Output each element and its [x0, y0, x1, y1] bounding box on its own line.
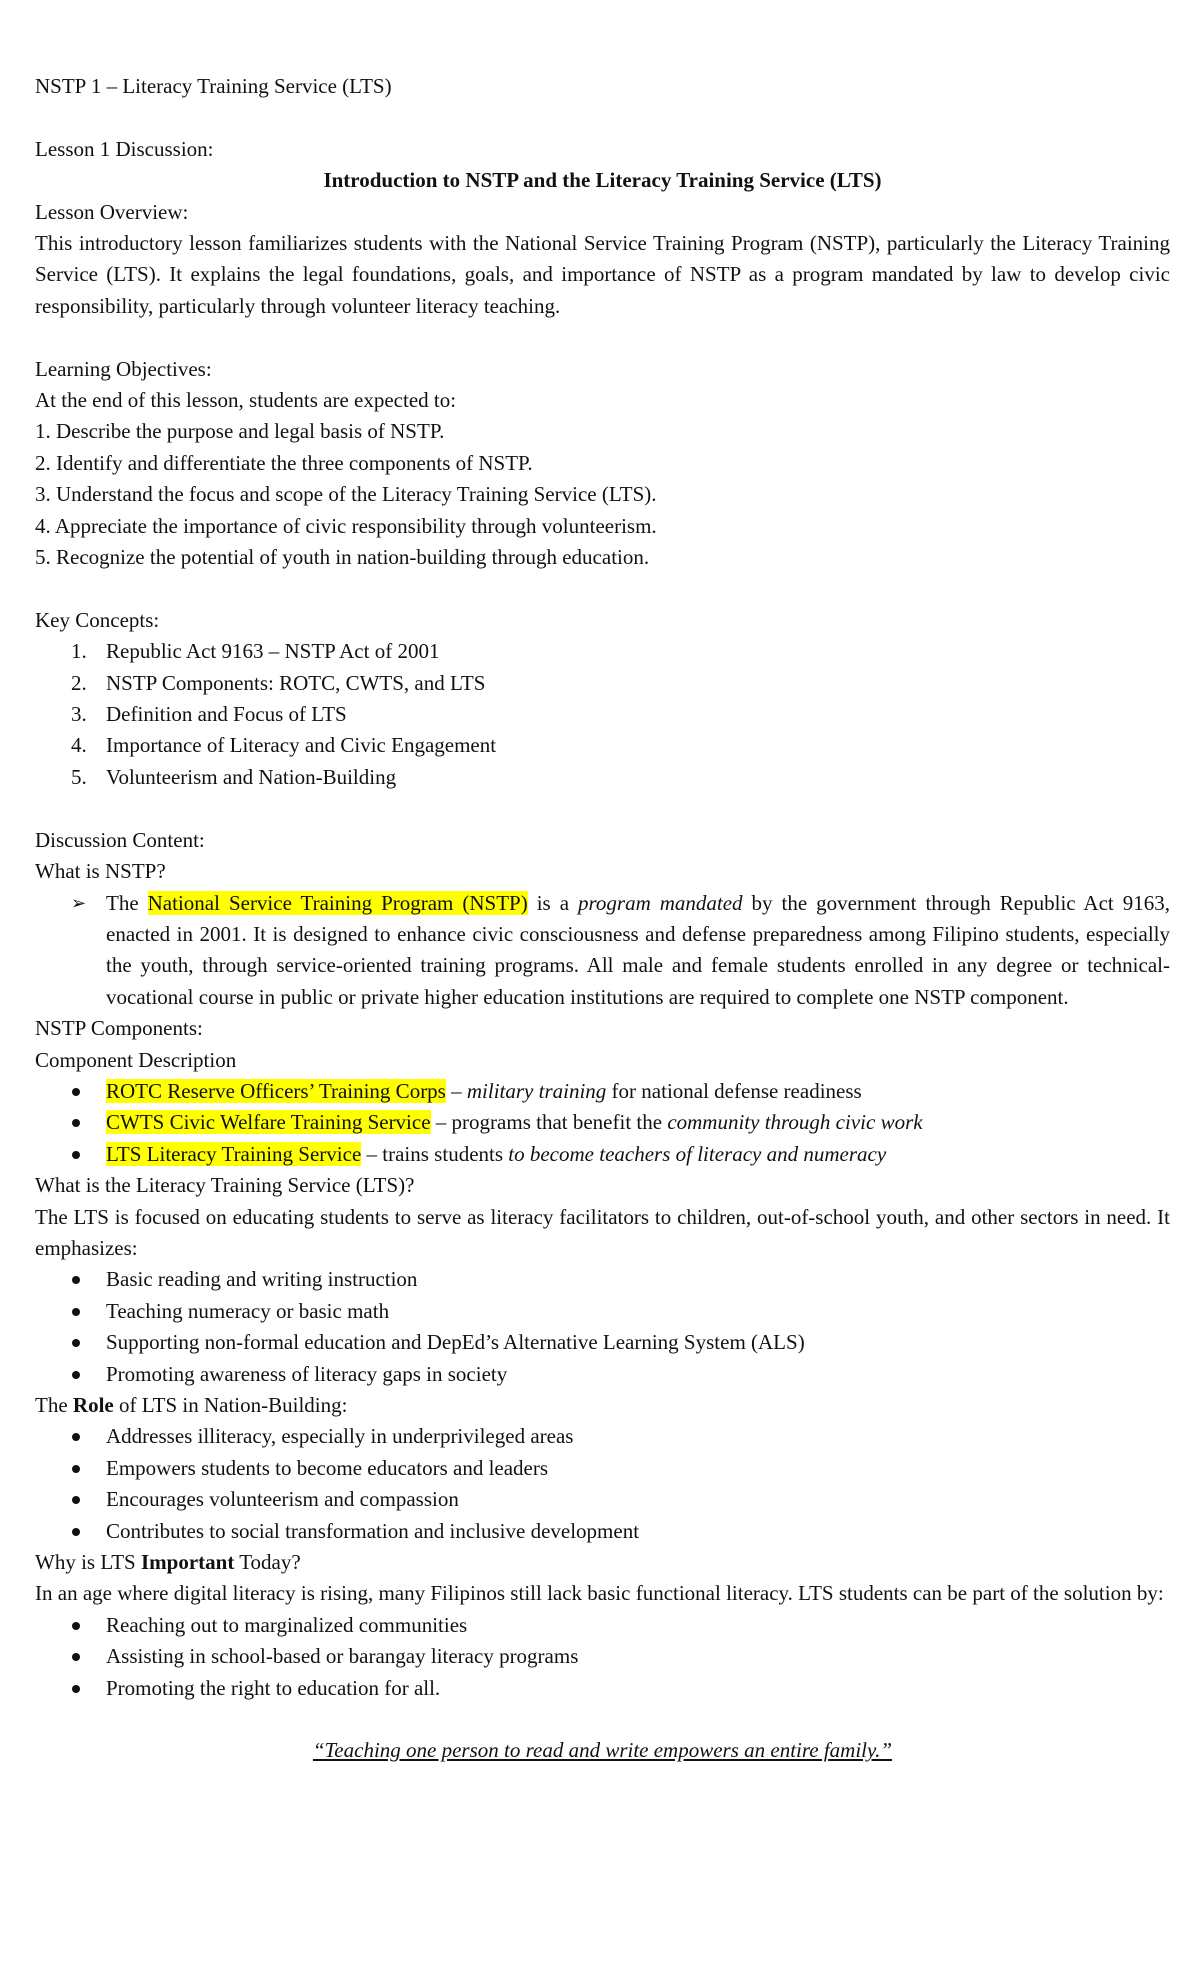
- bold-term: Role: [72, 1393, 114, 1417]
- overview-text: This introductory lesson familiarizes students with the National Service Training Program (NSTP), particularly the Literacy Training Service (LTS). It explains the legal foundations, goals, and importance of NSTP as a program mandated by law to develop civic responsibility, particularly through volunteer literacy teaching.: [35, 231, 1170, 318]
- list-item: [35, 1484, 1170, 1515]
- key-concept-item: [35, 636, 1170, 667]
- arrow-bullet-icon: ➢: [71, 892, 87, 914]
- role-list: [35, 1421, 1170, 1547]
- bullet-icon: [72, 1088, 80, 1096]
- list-item: [35, 1641, 1170, 1672]
- item-text: Promoting the right to education for all.: [106, 1675, 441, 1700]
- text-run: by the government through Republic Act 9163, enacted in 2001. It is designed to enhance civic consciousness and defense preparedness among Filipino students, especially the youth, through service-oriented training programs. All male and female students enrolled in any degree or technical-vocational course in public or private higher education institutions are required to complete one NSTP component.: [106, 890, 1170, 1009]
- lts-paragraph: The LTS is focused on educating students to serve as literacy facilitators to children, out-of-school youth, and other sectors in need. It emphasizes:: [35, 1204, 1170, 1260]
- bullet-icon: [72, 1371, 80, 1379]
- spacer: [35, 322, 1170, 353]
- bullet-icon: [72, 1622, 80, 1630]
- key-concept-item: [35, 730, 1170, 761]
- course-title: NSTP 1 – Literacy Training Service (LTS): [35, 74, 392, 98]
- closing-quote: “Teaching one person to read and write empowers an entire family.”: [312, 1738, 893, 1763]
- item-text: Volunteerism and Nation-Building: [106, 764, 397, 789]
- objectives-heading: Learning Objectives:: [35, 356, 212, 381]
- item-number: 4.: [71, 733, 87, 758]
- item-text: Addresses illiteracy, especially in underprivileged areas: [106, 1424, 574, 1449]
- list-item: [35, 1673, 1170, 1704]
- what-is-lts-heading: What is the Literacy Training Service (LTS)?: [35, 1173, 415, 1198]
- item-text: Assisting in school-based or barangay literacy programs: [106, 1644, 579, 1669]
- bullet-icon: [72, 1653, 80, 1661]
- item-text: Encourages volunteerism and compassion: [106, 1487, 459, 1512]
- text-run: Why is LTS: [35, 1550, 141, 1575]
- discussion-heading: Discussion Content:: [35, 827, 205, 852]
- list-item: [35, 1453, 1170, 1484]
- bullet-icon: [72, 1276, 80, 1284]
- bullet-icon: [72, 1496, 80, 1504]
- key-concept-item: [35, 762, 1170, 793]
- text-run: –: [445, 1078, 467, 1103]
- italic-term: military training: [466, 1078, 607, 1103]
- objective-item: 4. Appreciate the importance of civic responsibility through volunteerism.: [35, 513, 657, 538]
- bullet-icon: [72, 1339, 80, 1347]
- item-text: Republic Act 9163 – NSTP Act of 2001: [106, 639, 440, 664]
- nstp-paragraph-text: [106, 888, 1170, 1014]
- text-run: for national defense readiness: [606, 1078, 862, 1103]
- key-concept-item: [35, 668, 1170, 699]
- component-item-cwts: [35, 1107, 1170, 1138]
- bullet-icon: [72, 1308, 80, 1316]
- text-run: is a: [527, 890, 579, 915]
- italic-term: to become teachers of literacy and numeracy: [508, 1141, 887, 1166]
- objective-item: 3. Understand the focus and scope of the Literacy Training Service (LTS).: [35, 482, 657, 507]
- item-number: 2.: [71, 670, 87, 695]
- list-item: [35, 1327, 1170, 1358]
- bullet-icon: [72, 1465, 80, 1473]
- text-run: of LTS in Nation-Building:: [113, 1393, 348, 1417]
- bold-term: Important: [140, 1550, 235, 1575]
- item-number: 5.: [71, 764, 87, 789]
- list-item: [35, 1610, 1170, 1641]
- italic-term: community through civic work: [667, 1110, 923, 1135]
- spacer: [35, 793, 1170, 824]
- components-heading: NSTP Components:: [35, 1016, 203, 1041]
- overview-heading: Lesson Overview:: [35, 199, 189, 224]
- item-text: Supporting non-formal education and DepEd’s Alternative Learning System (ALS): [106, 1330, 805, 1355]
- item-text: Importance of Literacy and Civic Engagement: [106, 733, 497, 758]
- bullet-icon: [72, 1119, 80, 1127]
- components-list: [35, 1076, 1170, 1170]
- text-run: trains students: [382, 1141, 509, 1166]
- item-text: Reaching out to marginalized communities: [106, 1612, 468, 1637]
- important-paragraph: In an age where digital literacy is rising, many Filipinos still lack basic functional literacy. LTS students can be part of the solution by:: [35, 1581, 1164, 1606]
- item-text: Contributes to social transformation and inclusive development: [106, 1518, 640, 1543]
- important-heading: [35, 1547, 1170, 1578]
- list-item: [35, 1359, 1170, 1390]
- text-run: Today?: [234, 1550, 301, 1575]
- text-run: The: [35, 1393, 73, 1417]
- nstp-paragraph: [35, 888, 1170, 1014]
- item-text: Definition and Focus of LTS: [106, 702, 347, 727]
- objective-item: 5. Recognize the potential of youth in nation-building through education.: [35, 545, 650, 570]
- key-concepts-list: [35, 636, 1170, 793]
- italic-term: program mandated: [578, 890, 743, 915]
- component-item-lts: [35, 1139, 1170, 1170]
- component-name: LTS Literacy Training Service: [106, 1141, 362, 1166]
- text-run: The: [106, 890, 148, 915]
- important-list: [35, 1610, 1170, 1704]
- item-text: Promoting awareness of literacy gaps in society: [106, 1361, 508, 1386]
- spacer: [35, 102, 1170, 133]
- list-item: [35, 1516, 1170, 1547]
- list-item: [35, 1296, 1170, 1327]
- item-number: 1.: [71, 639, 87, 664]
- list-item: [35, 1264, 1170, 1295]
- bullet-icon: [72, 1151, 80, 1159]
- bullet-icon: [72, 1528, 80, 1536]
- item-text: NSTP Components: ROTC, CWTS, and LTS: [106, 670, 486, 695]
- objective-item: 2. Identify and differentiate the three components of NSTP.: [35, 450, 533, 475]
- component-item-rotc: [35, 1076, 1170, 1107]
- objectives-intro: At the end of this lesson, students are expected to:: [35, 388, 457, 413]
- text-run: –: [430, 1110, 452, 1135]
- key-concept-item: [35, 699, 1170, 730]
- text-run: programs that benefit the: [451, 1110, 668, 1135]
- components-subheading: Component Description: [35, 1047, 237, 1072]
- spacer: [35, 573, 1170, 604]
- role-heading: [35, 1390, 1170, 1421]
- highlighted-term: National Service Training Program (NSTP): [147, 890, 528, 915]
- item-text: Teaching numeracy or basic math: [106, 1298, 390, 1323]
- lesson-title: Introduction to NSTP and the Literacy Training Service (LTS): [323, 168, 882, 193]
- lesson-label: Lesson 1 Discussion:: [35, 136, 214, 161]
- item-number: 3.: [71, 702, 87, 727]
- component-name: ROTC Reserve Officers’ Training Corps: [106, 1078, 446, 1103]
- document-body: [35, 71, 1170, 1767]
- what-is-nstp-heading: What is NSTP?: [35, 859, 166, 884]
- text-run: –: [361, 1141, 383, 1166]
- item-text: Basic reading and writing instruction: [106, 1267, 418, 1292]
- lts-list: [35, 1264, 1170, 1390]
- bullet-icon: [72, 1433, 80, 1441]
- key-concepts-heading: Key Concepts:: [35, 607, 160, 632]
- objective-item: 1. Describe the purpose and legal basis of NSTP.: [35, 419, 445, 444]
- component-name: CWTS Civic Welfare Training Service: [106, 1110, 431, 1135]
- list-item: [35, 1421, 1170, 1452]
- bullet-icon: [72, 1685, 80, 1693]
- item-text: Empowers students to become educators and leaders: [106, 1455, 549, 1480]
